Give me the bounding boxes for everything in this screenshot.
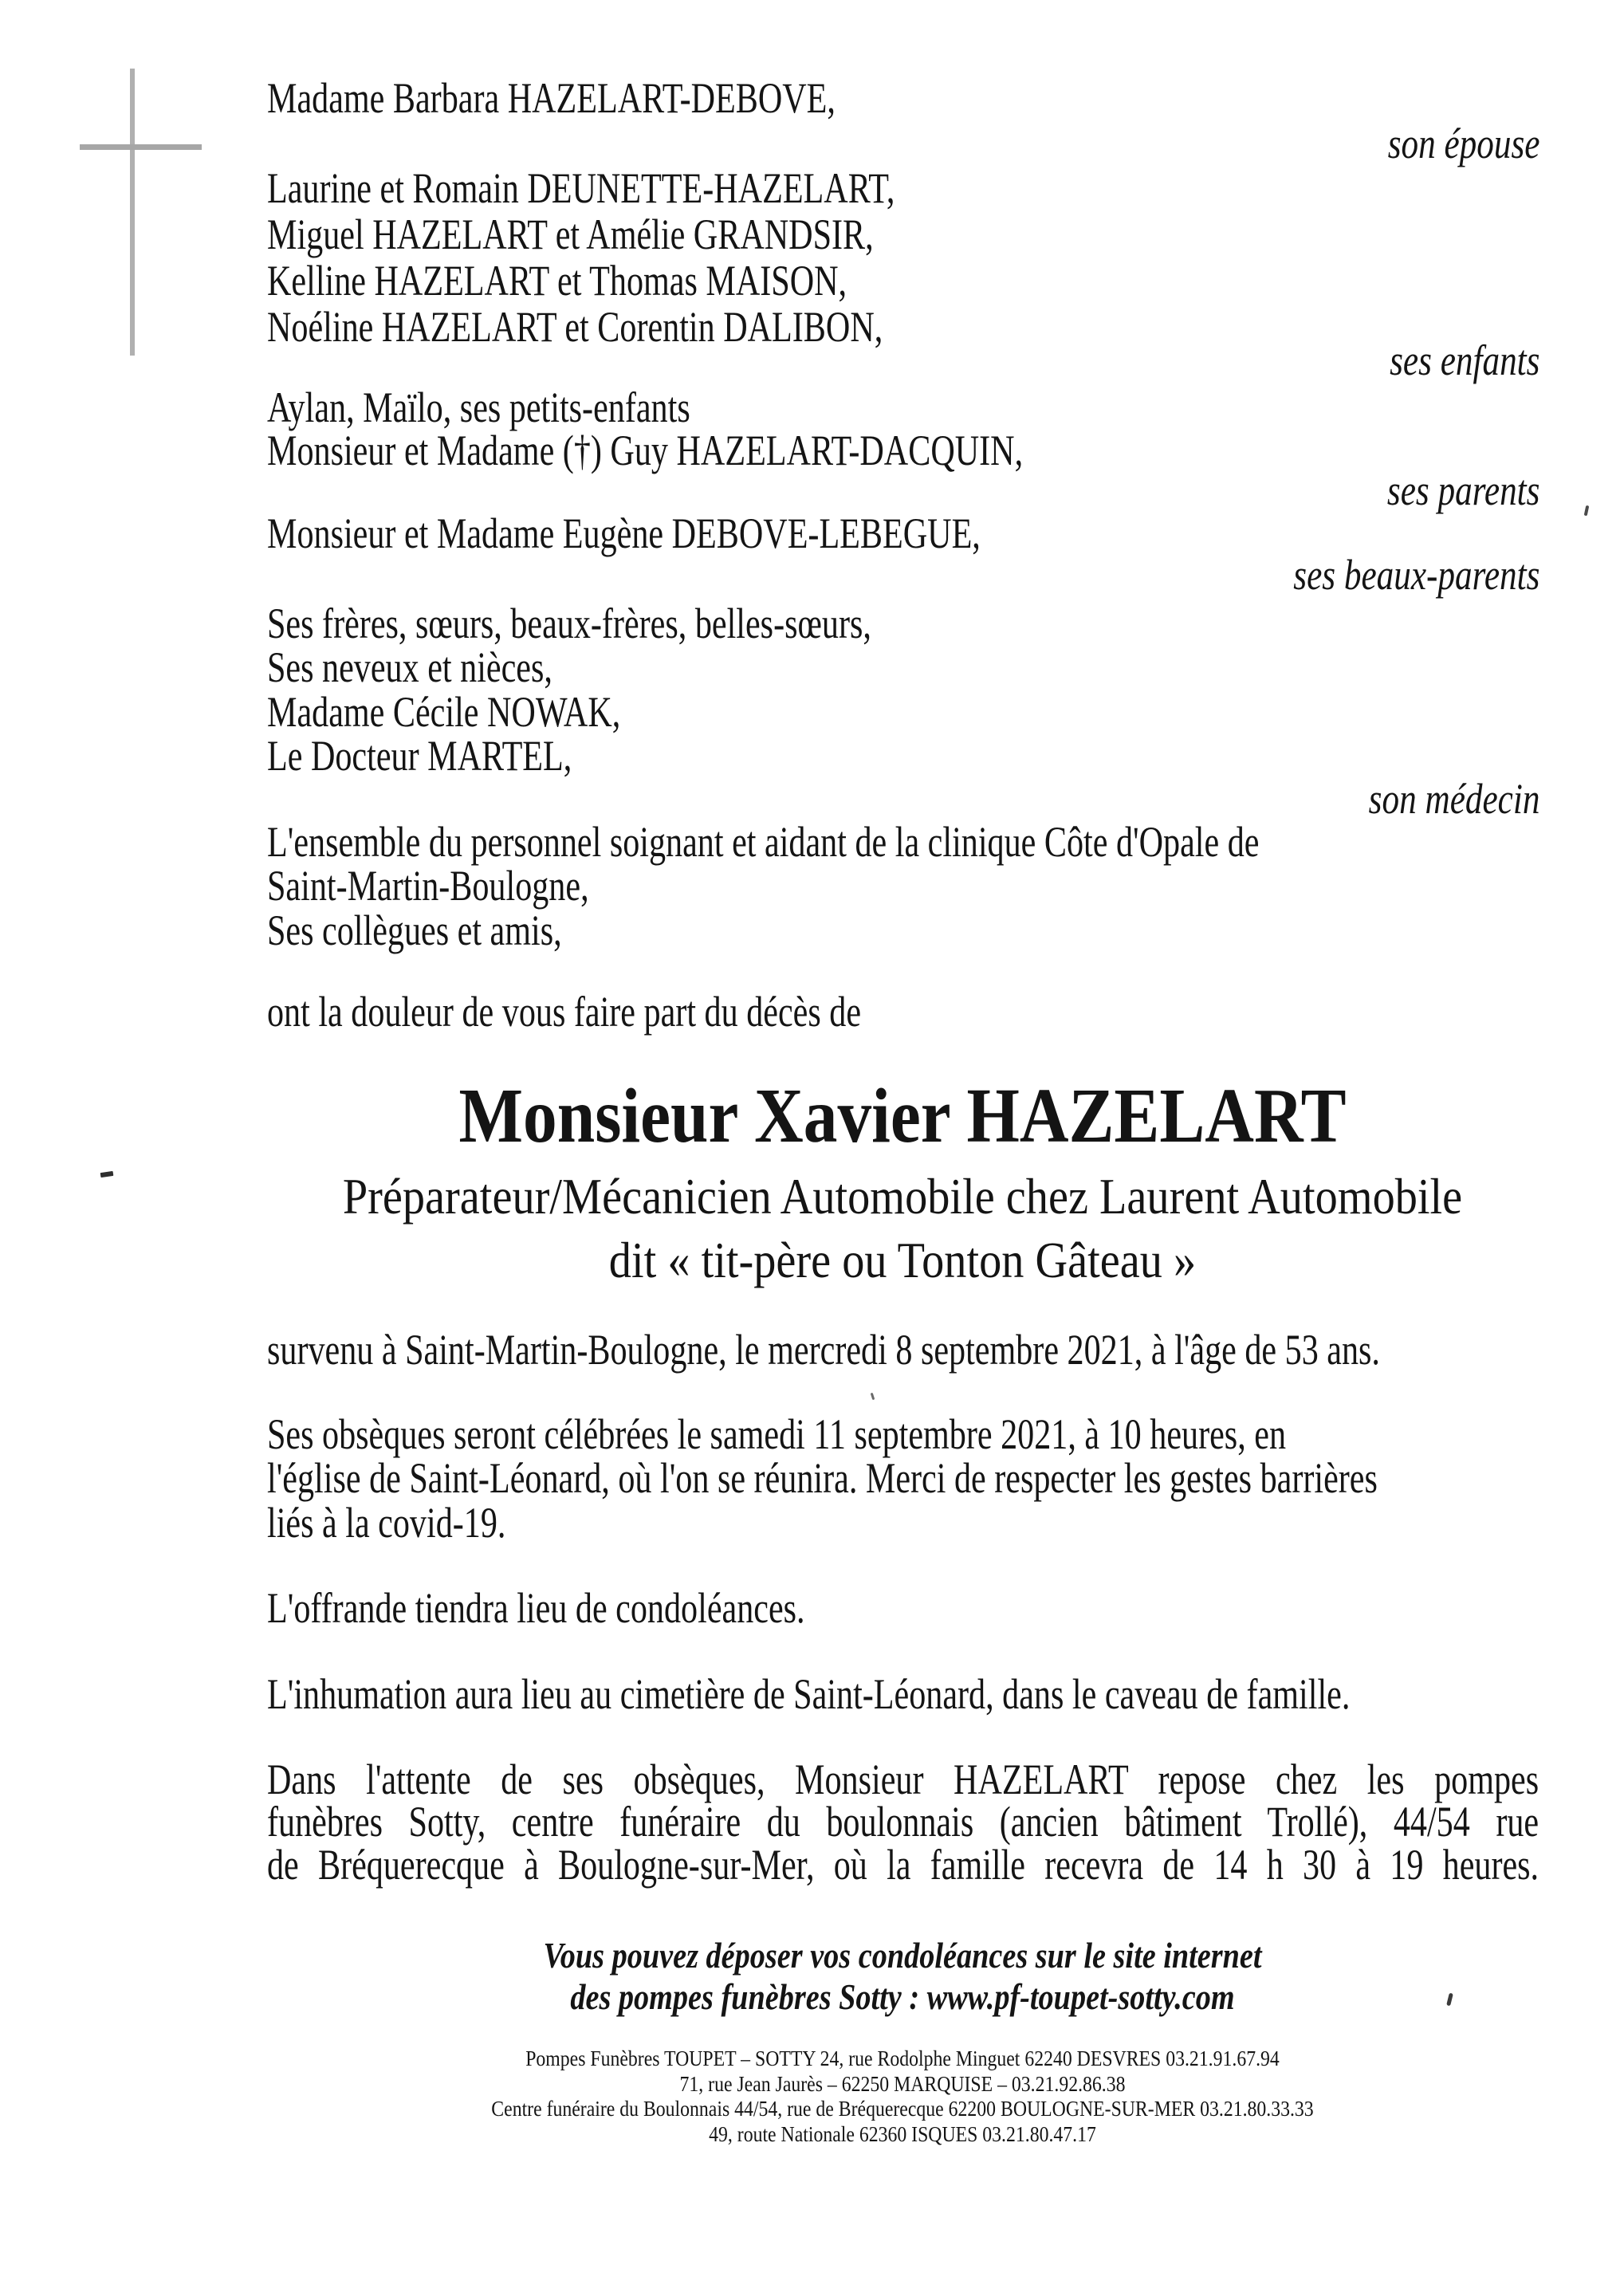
cross-icon-bar	[80, 144, 202, 150]
child-line: Laurine et Romain DEUNETTE-HAZELART,	[267, 164, 895, 212]
label-beaux-parents: ses beaux-parents	[1292, 551, 1539, 599]
repose-line: Dans l'attente de ses obsèques, Monsieur HAZELART repose chez les pompes	[267, 1755, 1539, 1803]
death-info-line: survenu à Saint-Martin-Boulogne, le mercredi 8 septembre 2021, à l'âge de 53 ans.	[267, 1326, 1380, 1374]
colleagues-line: Ses collègues et amis,	[267, 906, 562, 954]
child-line: Noéline HAZELART et Corentin DALIBON,	[267, 303, 883, 351]
child-line: Miguel HAZELART et Amélie GRANDSIR,	[267, 210, 874, 258]
staff-line: L'ensemble du personnel soignant et aidant de la clinique Côte d'Opale de	[267, 818, 1260, 866]
announcement-line: ont la douleur de vous faire part du décès de	[267, 988, 862, 1036]
footer-address-line: 71, rue Jean Jaurès – 62250 MARQUISE – 03.21.92.86.38	[679, 2072, 1126, 2096]
condolences-line: Vous pouvez déposer vos condoléances sur le site internet	[543, 1936, 1262, 1976]
repose-line: de Bréquerecque à Boulogne-sur-Mer, où la famille recevra de 14 h 30 à 19 heures.	[267, 1841, 1539, 1889]
cross-icon	[130, 69, 135, 356]
label-son-epouse: son épouse	[1387, 120, 1539, 167]
grandchildren-line: Aylan, Maïlo, ses petits-enfants	[267, 383, 690, 431]
funeral-line: l'église de Saint-Léonard, où l'on se réunira. Merci de respecter les gestes barrières	[267, 1454, 1378, 1502]
repose-line: funèbres Sotty, centre funéraire du boulonnais (ancien bâtiment Trollé), 44/54 rue	[267, 1798, 1539, 1846]
staff-line: Saint-Martin-Boulogne,	[267, 862, 589, 910]
scan-artifact	[1584, 505, 1590, 517]
scan-artifact	[100, 1171, 114, 1177]
deceased-profession: Préparateur/Mécanicien Automobile chez Laurent Automobile	[342, 1168, 1463, 1225]
label-ses-parents: ses parents	[1386, 466, 1539, 514]
label-ses-enfants: ses enfants	[1389, 336, 1539, 384]
footer-address-line: 49, route Nationale 62360 ISQUES 03.21.80.47.17	[709, 2122, 1096, 2146]
child-line: Kelline HAZELART et Thomas MAISON,	[267, 257, 847, 305]
inlaws-line: Monsieur et Madame Eugène DEBOVE-LEBEGUE,	[267, 509, 981, 557]
scan-artifact	[1446, 1993, 1453, 2007]
nephews-line: Ses neveux et nièces,	[267, 643, 552, 691]
doctor-line: Le Docteur MARTEL,	[267, 732, 572, 780]
deceased-name: Monsieur Xavier HAZELART	[458, 1073, 1347, 1158]
footer-address-line: Pompes Funèbres TOUPET – SOTTY 24, rue Rodolphe Minguet 62240 DESVRES 03.21.91.67.94	[525, 2046, 1280, 2070]
deceased-nickname: dit « tit-père ou Tonton Gâteau »	[608, 1232, 1197, 1288]
scan-artifact	[871, 1393, 875, 1400]
footer-address-line: Centre funéraire du Boulonnais 44/54, rue de Bréquerecque 62200 BOULOGNE-SUR-MER 03.21.80.33.33	[491, 2097, 1314, 2121]
condolences-website-line: des pompes funèbres Sotty : www.pf-toupet-sotty.com	[570, 1977, 1235, 2017]
nowak-line: Madame Cécile NOWAK,	[267, 688, 621, 736]
funeral-line: liés à la covid-19.	[267, 1499, 506, 1547]
wife-line: Madame Barbara HAZELART-DEBOVE,	[267, 74, 836, 122]
offering-line: L'offrande tiendra lieu de condoléances.	[267, 1584, 805, 1632]
burial-line: L'inhumation aura lieu au cimetière de Saint-Léonard, dans le caveau de famille.	[267, 1670, 1351, 1718]
parents-line: Monsieur et Madame (†) Guy HAZELART-DACQUIN,	[267, 427, 1024, 474]
siblings-line: Ses frères, sœurs, beaux-frères, belles-sœurs,	[267, 600, 871, 647]
label-son-medecin: son médecin	[1368, 775, 1539, 823]
funeral-line: Ses obsèques seront célébrées le samedi 11 septembre 2021, à 10 heures, en	[267, 1410, 1287, 1458]
